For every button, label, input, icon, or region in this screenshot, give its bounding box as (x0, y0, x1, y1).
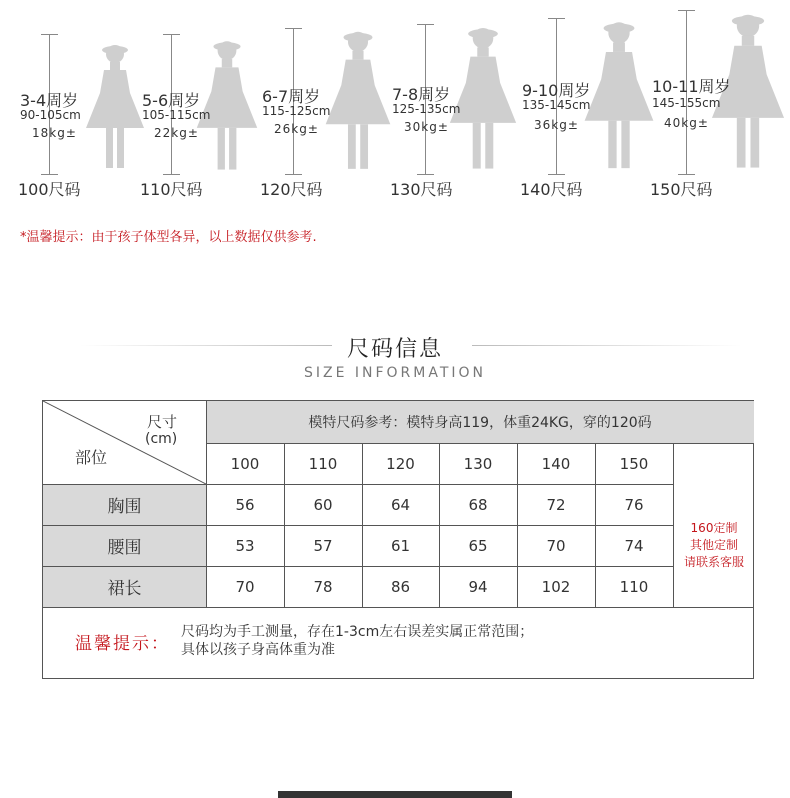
row-label: 腰围 (107, 538, 142, 558)
age-label: 7-8周岁 (392, 85, 451, 104)
weight-label: 40kg± (664, 116, 709, 130)
section-subtitle: SIZE INFORMATION (303, 365, 487, 381)
model-note-cell (206, 401, 754, 443)
size-guide-item (140, 0, 260, 200)
girl-silhouette-icon (442, 20, 524, 180)
weight-label: 30kg± (404, 120, 449, 134)
height-range: 115-125cm (262, 104, 331, 118)
section-title: 尺码信息 (346, 337, 443, 362)
row-label: 胸围 (107, 497, 142, 517)
height-range: 135-145cm (522, 98, 591, 112)
table-cell: 86 (390, 577, 411, 596)
table-cell: 65 (468, 536, 488, 555)
note-text (181, 623, 533, 659)
size-header: 150 (619, 454, 649, 473)
bottom-bar (278, 791, 512, 798)
table-cell: 64 (390, 495, 411, 514)
table-cell: 70 (546, 536, 566, 555)
table-cell: 56 (235, 495, 255, 514)
table-cell: 72 (546, 495, 566, 514)
size-header: 120 (386, 454, 415, 473)
size-label: 120尺码 (260, 180, 323, 199)
size-guide-item (520, 0, 640, 200)
table-cell: 76 (624, 495, 644, 514)
table-cell: 110 (619, 577, 649, 596)
table-cell: 94 (468, 577, 488, 596)
size-header: 130 (463, 454, 493, 473)
table-cell: 102 (541, 577, 571, 596)
reference-tip: *温馨提示：由于孩子体型各异，以上数据仅供参考. (20, 230, 317, 245)
corner-label-size: 尺寸 (147, 413, 178, 431)
corner-label-part: 部位 (75, 448, 108, 467)
table-cell: 60 (313, 495, 333, 514)
table-cell: 78 (313, 577, 333, 596)
size-guide-item (18, 0, 138, 200)
weight-label: 36kg± (534, 118, 579, 132)
note-line: 尺码均为手工测量，存在1-3cm左右误差实属正常范围； (181, 624, 534, 640)
note-label: 温馨提示： (75, 634, 170, 654)
row-label: 裙长 (107, 579, 142, 599)
weight-label: 22kg± (154, 126, 199, 140)
custom-note-line: 请联系客服 (683, 555, 744, 569)
size-guide-item (390, 0, 510, 200)
model-note: 模特尺码参考：模特身高119，体重24KG，穿的120码 (308, 415, 652, 431)
height-range: 90-105cm (20, 108, 81, 122)
note-line: 具体以孩子身高体重为准 (181, 642, 335, 658)
girl-silhouette-icon (190, 34, 264, 180)
table-cell: 70 (235, 577, 255, 596)
size-label: 130尺码 (390, 180, 453, 199)
size-label: 110尺码 (140, 180, 203, 199)
table-cell: 53 (235, 536, 255, 555)
size-label: 150尺码 (650, 180, 713, 199)
size-header: 140 (541, 454, 571, 473)
table-cell: 68 (468, 495, 488, 514)
size-label: 100尺码 (18, 180, 81, 199)
size-header: 110 (308, 454, 338, 473)
age-label: 6-7周岁 (262, 87, 321, 106)
table-cell: 74 (624, 536, 644, 555)
age-label: 3-4周岁 (20, 91, 79, 110)
height-range: 105-115cm (142, 108, 211, 122)
custom-size-note (673, 484, 755, 607)
age-label: 5-6周岁 (142, 91, 201, 110)
size-header: 100 (230, 454, 260, 473)
table-cell: 61 (390, 536, 411, 555)
height-range: 145-155cm (652, 96, 721, 110)
size-guide-item (260, 0, 380, 200)
size-label: 140尺码 (520, 180, 583, 199)
height-range: 125-135cm (392, 102, 461, 116)
row-label-cell (43, 484, 206, 525)
weight-label: 18kg± (32, 126, 77, 140)
age-label: 10-11周岁 (652, 77, 731, 96)
row-label-cell (43, 525, 206, 566)
weight-label: 26kg± (274, 122, 319, 136)
size-table (42, 400, 754, 679)
age-label: 9-10周岁 (522, 81, 591, 100)
table-cell: 57 (313, 536, 333, 555)
corner-diagonal (43, 401, 206, 484)
custom-note-line: 160定制 (690, 521, 738, 535)
girl-silhouette-icon (318, 24, 398, 180)
size-guide-item (650, 0, 790, 200)
custom-note-line: 其他定制 (689, 538, 738, 552)
row-label-cell (43, 566, 206, 607)
corner-label-unit: (cm) (145, 431, 178, 447)
